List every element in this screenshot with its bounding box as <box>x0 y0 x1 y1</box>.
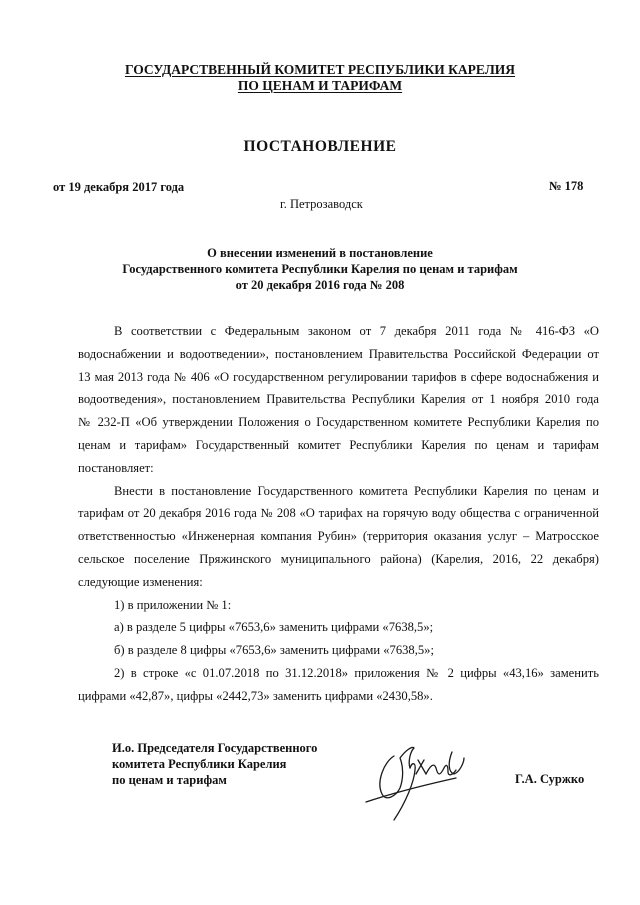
signatory-title-line2: комитета Республики Карелия <box>112 757 287 771</box>
handwritten-signature <box>360 732 475 832</box>
text-line: 13 мая 2013 года № 406 «О государственном регулировании тарифов в сфере водоснабжения и <box>78 369 599 384</box>
signatory-name: Г.А. Суржко <box>515 772 585 786</box>
signatory-title-line3: по ценам и тарифам <box>112 773 227 787</box>
text-line: ответственностью «Инженерная компания Рубин» (территория оказания услуг – Матросское <box>78 529 599 544</box>
text-line: № 232-П «Об утверждении Положения о Государственном комитете Республики Карелия по <box>78 415 599 430</box>
resolution-paragraph <box>78 480 599 594</box>
document-body <box>78 320 599 708</box>
text-line: постановляет: <box>78 460 154 475</box>
text-line: сельское поселение Пряжинского муниципального района) (Карелия, 2016, 22 декабря) <box>78 551 599 566</box>
document-type-title: ПОСТАНОВЛЕНИЕ <box>243 138 397 155</box>
text-line: водоотведения», постановлением Правительства Республики Карелия от 1 ноября 2010 года <box>78 392 599 407</box>
text-line: 2) в строке «с 01.07.2018 по 31.12.2018» приложения № 2 цифры «43,16» заменить <box>114 665 599 680</box>
text-line: следующие изменения: <box>78 574 203 589</box>
signatory-title-line1: И.о. Председателя Государственного <box>112 741 318 755</box>
document-date: от 19 декабря 2017 года <box>53 180 185 194</box>
document-city: г. Петрозаводск <box>280 197 363 211</box>
item-1a: а) в разделе 5 цифры «7653,6» заменить цифрами «7638,5»; <box>114 620 434 635</box>
text-line: цифрами «42,87», цифры «2442,73» заменить цифрами «2430,58». <box>78 688 433 703</box>
text-line: В соответствии с Федеральным законом от 7 декабря 2011 года № 416-ФЗ «О <box>114 324 599 338</box>
subject-line1: О внесении изменений в постановление <box>207 246 433 260</box>
text-line: ценам и тарифам» Государственный комитет Республики Карелия по ценам и тарифам <box>78 437 599 452</box>
committee-name-line2: ПО ЦЕНАМ И ТАРИФАМ <box>237 78 403 93</box>
subject-line3: от 20 декабря 2016 года № 208 <box>235 278 405 292</box>
text-line: водоснабжении и водоотведении», постановлением Правительства Российской Федерации от <box>78 346 599 361</box>
text-line: Внести в постановление Государственного комитета Республики Карелия по ценам и <box>114 483 599 498</box>
preamble-paragraph <box>78 320 599 480</box>
committee-name-line1: ГОСУДАРСТВЕННЫЙ КОМИТЕТ РЕСПУБЛИКИ КАРЕЛИЯ <box>124 62 516 77</box>
item-1: 1) в приложении № 1: <box>114 597 232 612</box>
subject-line2: Государственного комитета Республики Карелия по ценам и тарифам <box>122 262 518 276</box>
item-1b: б) в разделе 8 цифры «7653,6» заменить цифрами «7638,5»; <box>114 643 434 658</box>
text-line: тарифам от 20 декабря 2016 года № 208 «О тарифах на горячую воду общества с ограниченной <box>78 506 599 521</box>
document-number: № 178 <box>549 179 584 193</box>
item-2-paragraph <box>78 662 599 708</box>
